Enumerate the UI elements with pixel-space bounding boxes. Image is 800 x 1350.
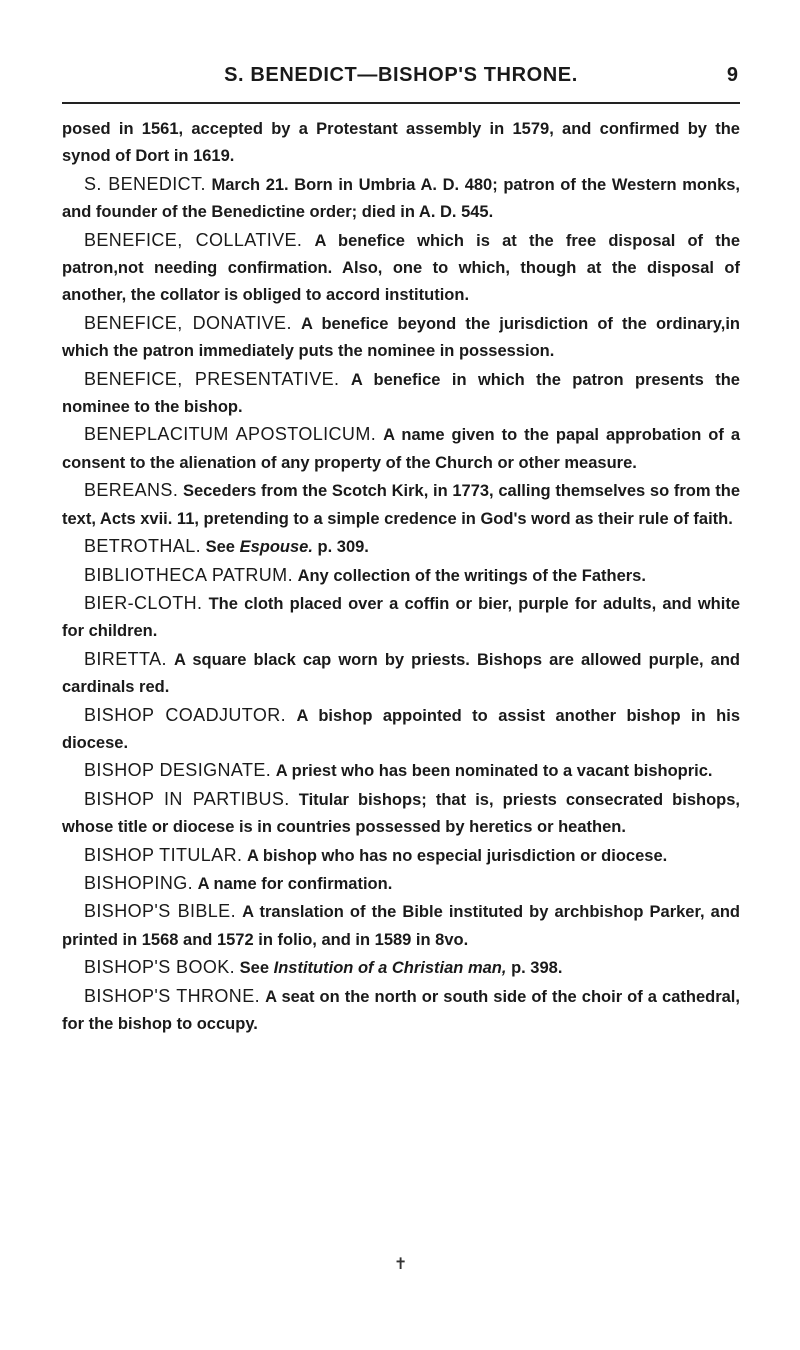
entry-headword: BISHOPING. [84,872,194,893]
entry-definition: See [239,959,270,978]
entry-definition: A benefice which is at the free disposal of the patron,not needing confirmation. Also, one to which, though at the disposal of another, the collator is obliged to accord institution. [62,231,740,305]
dictionary-entry [62,171,740,227]
entry-definition: Any collection of the writings of the Fathers. [297,566,646,585]
entry-headword: BENEFICE, DONATIVE. [84,312,292,333]
entry-definition: A benefice beyond the jurisdiction of the ordinary,in which the patron immediately puts the nominee in possession. [62,314,740,361]
entry-definition: A benefice in which the patron presents the nominee to the bishop. [62,370,740,417]
entry-definition: The cloth placed over a coffin or bier, purple for adults, and white for children. [62,594,740,641]
cross-reference: Espouse. [239,538,313,557]
entry-definition: A priest who has been nominated to a vacant bishopric. [275,762,713,781]
dictionary-entry [62,421,740,477]
page-reference: p. 309. [317,538,369,557]
entry-definition: A bishop appointed to assist another bishop in his diocese. [62,706,740,752]
dictionary-entry [62,562,740,590]
entry-definition: A translation of the Bible instituted by archbishop Parker, and printed in 1568 and 1572 in folio, and in 1589 in 8vo. [62,903,740,949]
dictionary-entry [62,227,740,310]
entry-headword: BENEFICE, PRESENTATIVE. [84,368,340,389]
entry-headword: BIER-CLOTH. [84,592,203,613]
entry-headword: BISHOP COADJUTOR. [84,704,287,725]
entry-definition: A name given to the papal approbation of a consent to the alienation of any property of the Church or other measure. [62,426,740,472]
entry-definition: March 21. Born in Umbria A. D. 480; patron of the Western monks, and founder of the Benedictine order; died in A. D. 545. [62,175,741,222]
entry-definition: A name for confirmation. [197,874,393,893]
printer-mark-icon: ✝ [394,1254,408,1273]
entry-headword: BISHOP TITULAR. [84,844,243,865]
entry-headword: BIRETTA. [84,648,167,669]
running-head [62,58,740,104]
dictionary-entry [62,870,740,898]
page-number: 9 [726,64,738,86]
entry-definition: Titular bishops; that is, priests consecrated bishops, whose title or diocese is in countries possessed by heretics or heathen. [62,790,740,837]
running-title: S. BENEDICT—BISHOP'S THRONE. [224,64,578,86]
entry-headword: BENEPLACITUM APOSTOLICUM. [84,424,377,445]
entry-definition: Seceders from the Scotch Kirk, in 1773, calling themselves so from the text, Acts xvii. 11, pretending to a simple credence in God's word as their rule of faith. [62,482,740,528]
book-page [62,58,740,1038]
entry-definition: See [205,538,235,557]
entry-headword: BISHOP IN PARTIBUS. [84,788,290,809]
dictionary-entry [62,590,740,646]
entry-headword: BISHOP'S BIBLE. [84,901,236,922]
entry-definition: A bishop who has no especial jurisdiction or diocese. [246,846,668,865]
continued-entry-text: posed in 1561, accepted by a Protestant assembly in 1579, and confirmed by the synod of Dort in 1619. [62,120,740,166]
dictionary-entry [62,477,740,533]
cross-reference: Institution of a Christian man, [273,959,507,978]
dictionary-entry [62,702,740,758]
dictionary-text [62,116,740,1038]
dictionary-entry [62,533,740,561]
dictionary-entry [62,898,740,954]
entry-headword: BISHOP DESIGNATE. [84,760,272,781]
entry-definition: A seat on the north or south side of the choir of a cathedral, for the bishop to occupy. [62,987,740,1033]
entry-headword: S. BENEDICT. [84,173,206,194]
entry-headword: BENEFICE, COLLATIVE. [84,229,303,250]
entry-headword: BETROTHAL. [84,536,202,557]
entry-headword: BIBLIOTHECA PATRUM. [84,564,293,585]
dictionary-entry [62,310,740,366]
page-reference: p. 398. [511,959,563,978]
entry-definition: A square black cap worn by priests. Bishops are allowed purple, and cardinals red. [62,650,740,697]
dictionary-entry [62,842,740,870]
dictionary-entry [62,757,740,785]
dictionary-entry [62,646,740,702]
dictionary-entry [62,786,740,842]
entry-headword: BISHOP'S THRONE. [84,985,261,1006]
dictionary-entry [62,366,740,422]
dictionary-entry [62,983,740,1039]
entry-headword: BEREANS. [84,480,179,501]
dictionary-entry [62,954,740,982]
entry-headword: BISHOP'S BOOK. [84,957,236,978]
